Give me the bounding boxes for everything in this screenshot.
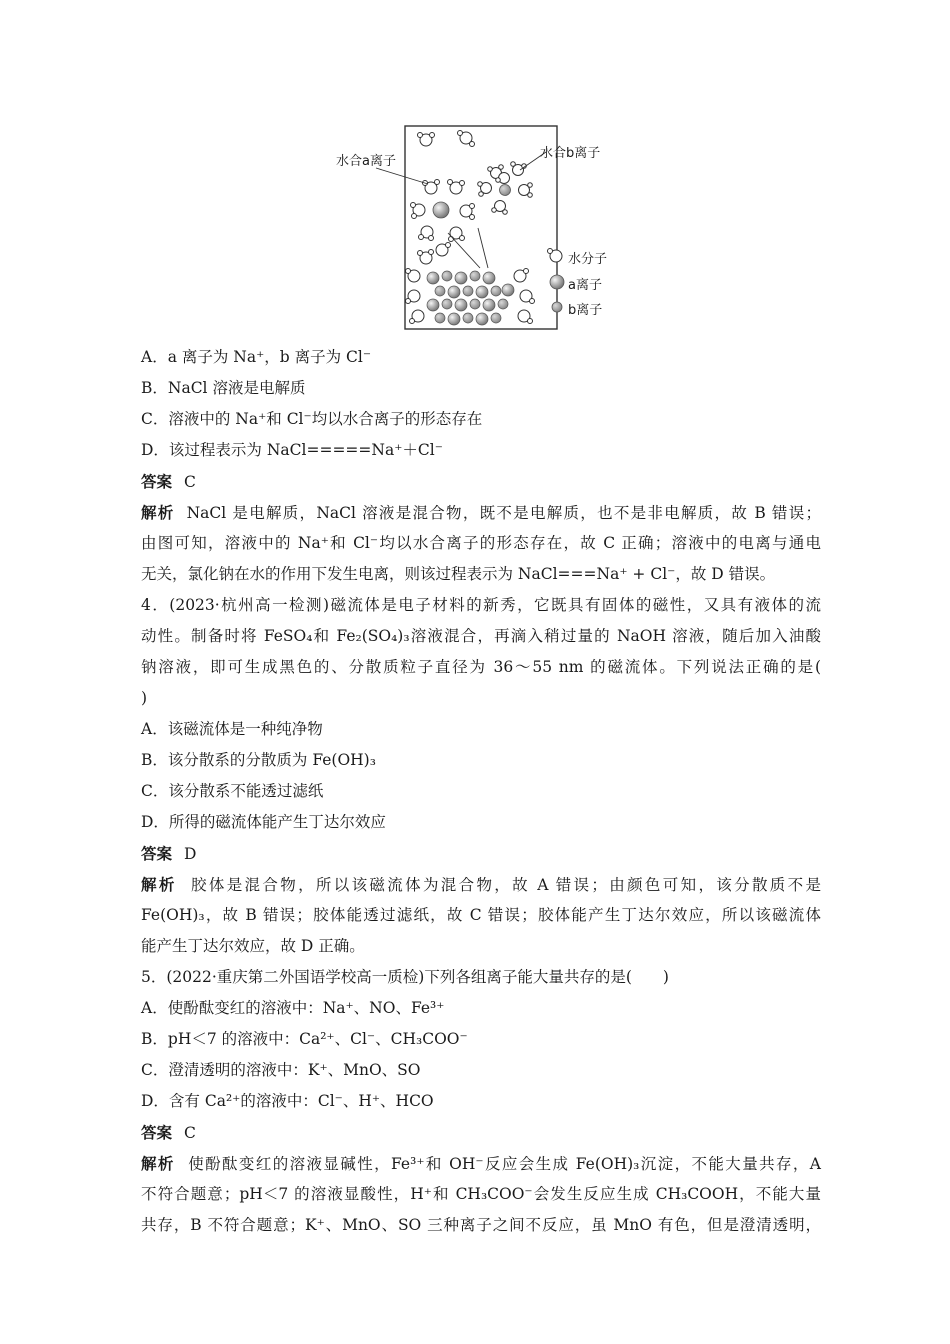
hydrated-a-ion <box>433 202 449 218</box>
q4-stem-1: 4．(2023·杭州高一检测)磁流体是电子材料的新秀，它既具有固体的磁性，又具有液体的流 <box>141 596 821 614</box>
q3-option-b: B．NaCl 溶液是电解质 <box>141 379 306 397</box>
q4-analysis-label: 解析 <box>141 875 177 894</box>
legend-water: 水分子 <box>568 252 608 267</box>
q5-analysis-1: 使酚酞变红的溶液显碱性，Fe³⁺和 OH⁻反应会生成 Fe(OH)₃沉淀，不能大量共存，A <box>186 1155 821 1173</box>
label-hydrated-b: 水合b离子 <box>540 146 601 161</box>
q4-analysis-3: 能产生丁达尔效应，故 D 正确。 <box>141 937 365 955</box>
q5-analysis-3: 共存，B 不符合题意；K⁺、MnO、SO 三种离子之间不反应，虽 MnO 有色，但是澄清透明， <box>141 1216 821 1234</box>
q3-answer-row <box>141 466 821 497</box>
q3-analysis-1: NaCl 是电解质，NaCl 溶液是混合物，既不是电解质，也不是非电解质，故 B 错误； <box>186 504 821 522</box>
q4-answer-row <box>141 838 821 869</box>
q5-answer: C <box>184 1124 196 1142</box>
q5-option-b: B．pH＜7 的溶液中：Ca²⁺、Cl⁻、CH₃COO⁻ <box>141 1030 468 1048</box>
q5-answer-label: 答案 <box>141 1123 173 1142</box>
q4-analysis-1: 胶体是混合物，所以该磁流体为混合物，故 A 错误；由颜色可知，该分散质不是 <box>188 876 821 894</box>
q4-option-b: B．该分散系的分散质为 Fe(OH)₃ <box>141 751 376 769</box>
q4-answer: D <box>184 845 197 863</box>
q5-analysis-2: 不符合题意；pH＜7 的溶液显酸性，H⁺和 CH₃COO⁻会发生反应生成 CH₃COOH，不能大量 <box>141 1185 821 1203</box>
q5-option-c: C．澄清透明的溶液中：K⁺、MnO、SO <box>141 1061 421 1079</box>
q4-analysis-2: Fe(OH)₃，故 B 错误；胶体能透过滤纸，故 C 错误；胶体能产生丁达尔效应，所以该磁流体 <box>141 906 821 924</box>
q4-option-a: A．该磁流体是一种纯净物 <box>141 720 323 738</box>
q4-option-c: C．该分散系不能透过滤纸 <box>141 782 324 800</box>
q3-analysis-3: 无关，氯化钠在水的作用下发生电离，则该过程表示为 NaCl===Na⁺ + Cl⁻，故 D 错误。 <box>141 565 776 583</box>
q4-stem-3: 钠溶液，即可生成黑色的、分散质粒子直径为 36～55 nm 的磁流体。下列说法正确的是( <box>141 658 821 676</box>
q3-answer: C <box>184 473 196 491</box>
q4-stem-2: 动性。制备时将 FeSO₄和 Fe₂(SO₄)₃溶液混合，再滴入稍过量的 NaOH 溶液，随后加入油酸 <box>141 627 821 645</box>
q3-analysis-line-1 <box>141 497 821 528</box>
q5-option-d: D．含有 Ca²⁺的溶液中：Cl⁻、H⁺、HCO <box>141 1092 434 1110</box>
q5-analysis-label: 解析 <box>141 1154 175 1173</box>
q3-answer-label: 答案 <box>141 472 173 491</box>
q3-option-c: C．溶液中的 Na⁺和 Cl⁻均以水合离子的形态存在 <box>141 410 483 428</box>
hydrated-b-ion <box>500 185 511 196</box>
q3-option-d: D．该过程表示为 NaCl=====Na⁺＋Cl⁻ <box>141 441 443 459</box>
page-content <box>141 342 821 1241</box>
label-hydrated-a: 水合a离子 <box>336 154 396 169</box>
q4-analysis-line-1 <box>141 869 821 900</box>
q3-analysis-label: 解析 <box>141 503 175 522</box>
q5-option-a: A．使酚酞变红的溶液中：Na⁺、NO、Fe³⁺ <box>141 999 445 1017</box>
q5-analysis-line-1 <box>141 1148 821 1179</box>
legend-b: b离子 <box>568 303 603 318</box>
q4-option-d: D．所得的磁流体能产生丁达尔效应 <box>141 813 386 831</box>
q3-analysis-2: 由图可知，溶液中的 Na⁺和 Cl⁻均以水合离子的形态存在，故 C 正确；溶液中的电离与通电 <box>141 534 821 552</box>
q4-answer-label: 答案 <box>141 844 173 863</box>
q5-stem: 5．(2022·重庆第二外国语学校高一质检)下列各组离子能大量共存的是( ) <box>141 968 669 986</box>
q4-stem-4: ) <box>141 689 148 707</box>
q5-answer-row <box>141 1117 821 1148</box>
legend-a: a离子 <box>568 278 602 293</box>
q3-option-a: A．a 离子为 Na⁺，b 离子为 Cl⁻ <box>141 348 372 366</box>
dissolution-figure <box>330 118 630 338</box>
